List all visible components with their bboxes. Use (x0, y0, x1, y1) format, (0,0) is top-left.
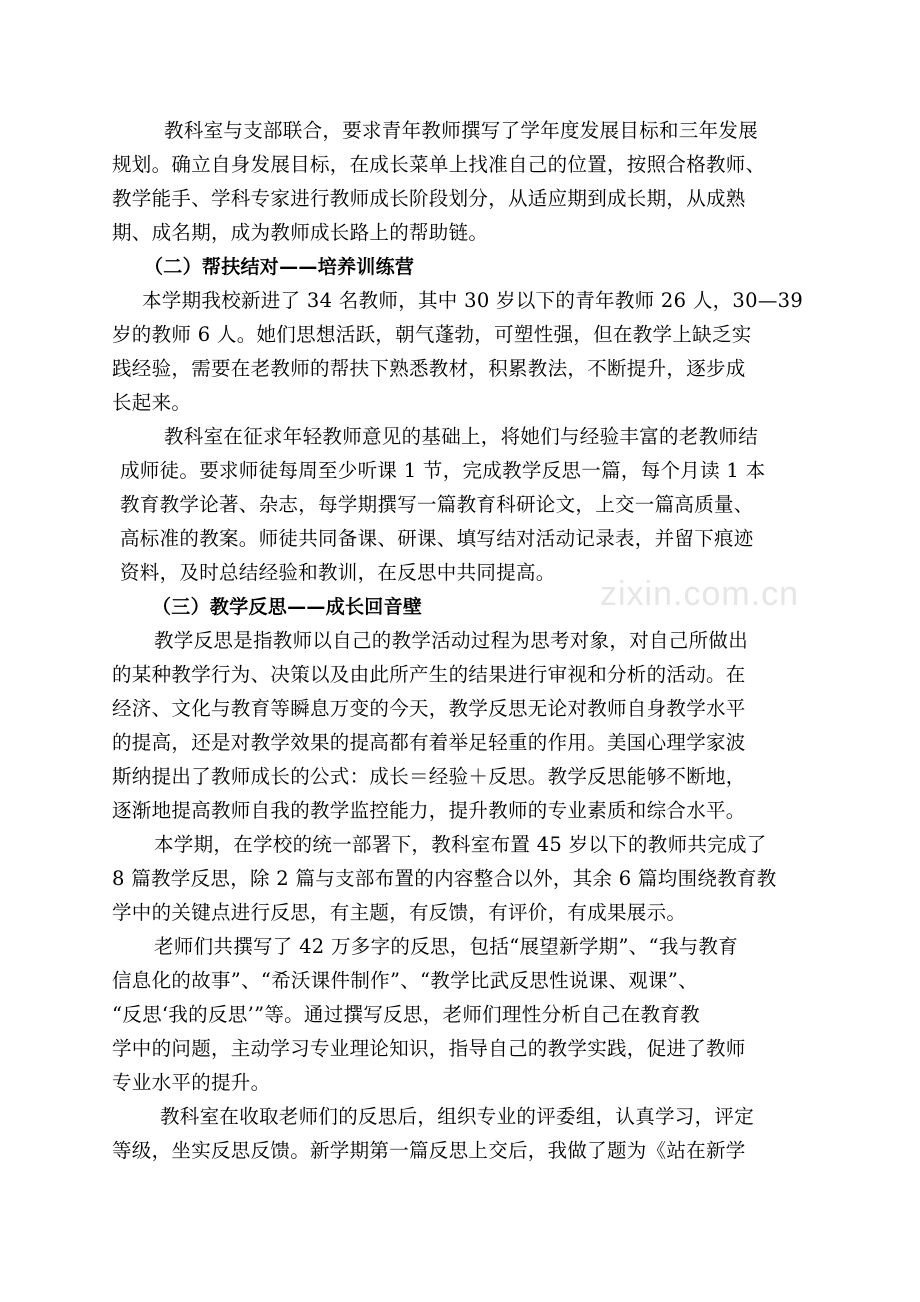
paragraph-5-line-2: 8 篇教学反思，除 2 篇与支部布置的内容整合以外，其余 6 篇均围绕教育教 (112, 867, 777, 890)
paragraph-3-line-1: 教科室在征求年轻教师意见的基础上，将她们与经验丰富的老教师结 (164, 425, 759, 448)
paragraph-6-line-5: 专业水平的提升。 (112, 1071, 271, 1094)
paragraph-4-line-3: 经济、文化与教育等瞬息万变的今天，教学反思无论对教师自身教学水平 (112, 697, 746, 720)
paragraph-3-line-2: 成师徒。要求师徒每周至少听课 1 节，完成教学反思一篇，每个月读 1 本 (120, 459, 766, 482)
paragraph-5-line-3: 学中的关键点进行反思，有主题，有反馈，有评价，有成果展示。 (112, 901, 687, 924)
paragraph-1-line-3: 教学能手、学科专家进行教师成长阶段划分，从适应期到成长期，从成熟 (112, 187, 746, 210)
paragraph-7-line-1: 教科室在收取老师们的反思后，组织专业的评委组，认真学习，评定 (160, 1105, 755, 1128)
paragraph-6-line-1: 老师们共撰写了 42 万多字的反思，包括“展望新学期”、“我与教育 (154, 935, 739, 958)
paragraph-4-line-1: 教学反思是指教师以自己的教学活动过程为思考对象，对自己所做出 (154, 629, 749, 652)
paragraph-7-line-2: 等级，坐实反思反馈。新学期第一篇反思上交后，我做了题为《站在新学 (112, 1139, 746, 1162)
paragraph-3-line-4: 高标准的教案。师徒共同备课、研课、填写结对活动记录表，并留下痕迹 (120, 527, 754, 550)
paragraph-6-line-3: “反思‘我的反思’”等。通过撰写反思，老师们理性分析自己在教育教 (112, 1003, 700, 1026)
paragraph-6-line-2: 信息化的故事”、“希沃课件制作”、“教学比武反思性说课、观课”、 (112, 969, 698, 992)
section-heading-2: （二）帮扶结对——培养训练营 (144, 256, 415, 278)
paragraph-1-line-1: 教科室与支部联合，要求青年教师撰写了学年度发展目标和三年发展 (164, 119, 759, 142)
paragraph-3-line-3: 教育教学论著、杂志，每学期撰写一篇教育科研论文，上交一篇高质量、 (120, 493, 754, 516)
paragraph-4-line-2: 的某种教学行为、决策以及由此所产生的结果进行审视和分析的活动。在 (112, 663, 746, 686)
paragraph-4-line-6: 逐渐地提高教师自我的教学监控能力，提升教师的专业素质和综合水平。 (112, 799, 746, 822)
paragraph-6-line-4: 学中的问题，主动学习专业理论知识，指导自己的教学实践，促进了教师 (112, 1037, 746, 1060)
watermark-text: zixin.com.cn (600, 575, 800, 613)
paragraph-2-line-3: 践经验，需要在老教师的帮扶下熟悉教材，积累教法，不断提升，逐步成 (112, 357, 746, 380)
paragraph-4-line-4: 的提高，还是对教学效果的提高都有着举足轻重的作用。美国心理学家波 (112, 731, 746, 754)
paragraph-4-line-5: 斯纳提出了教师成长的公式：成长＝经验＋反思。教学反思能够不断地， (112, 765, 746, 788)
paragraph-3-line-5: 资料，及时总结经验和教训，在反思中共同提高。 (120, 561, 556, 584)
paragraph-2-line-2: 岁的教师 6 人。她们思想活跃，朝气蓬勃，可塑性强，但在教学上缺乏实 (112, 323, 752, 346)
paragraph-1-line-4: 期、成名期，成为教师成长路上的帮助链。 (112, 221, 489, 244)
paragraph-2-line-4: 长起来。 (112, 391, 192, 414)
section-heading-3: （三）教学反思——成长回音壁 (152, 596, 423, 618)
paragraph-5-line-1: 本学期，在学校的统一部署下，教科室布置 45 岁以下的教师共完成了 (154, 833, 767, 856)
paragraph-2-line-1: 本学期我校新进了 34 名教师，其中 30 岁以下的青年教师 26 人，30—39 (142, 289, 804, 312)
paragraph-1-line-2: 规划。确立自身发展目标，在成长菜单上找准自己的位置，按照合格教师、 (112, 153, 766, 176)
